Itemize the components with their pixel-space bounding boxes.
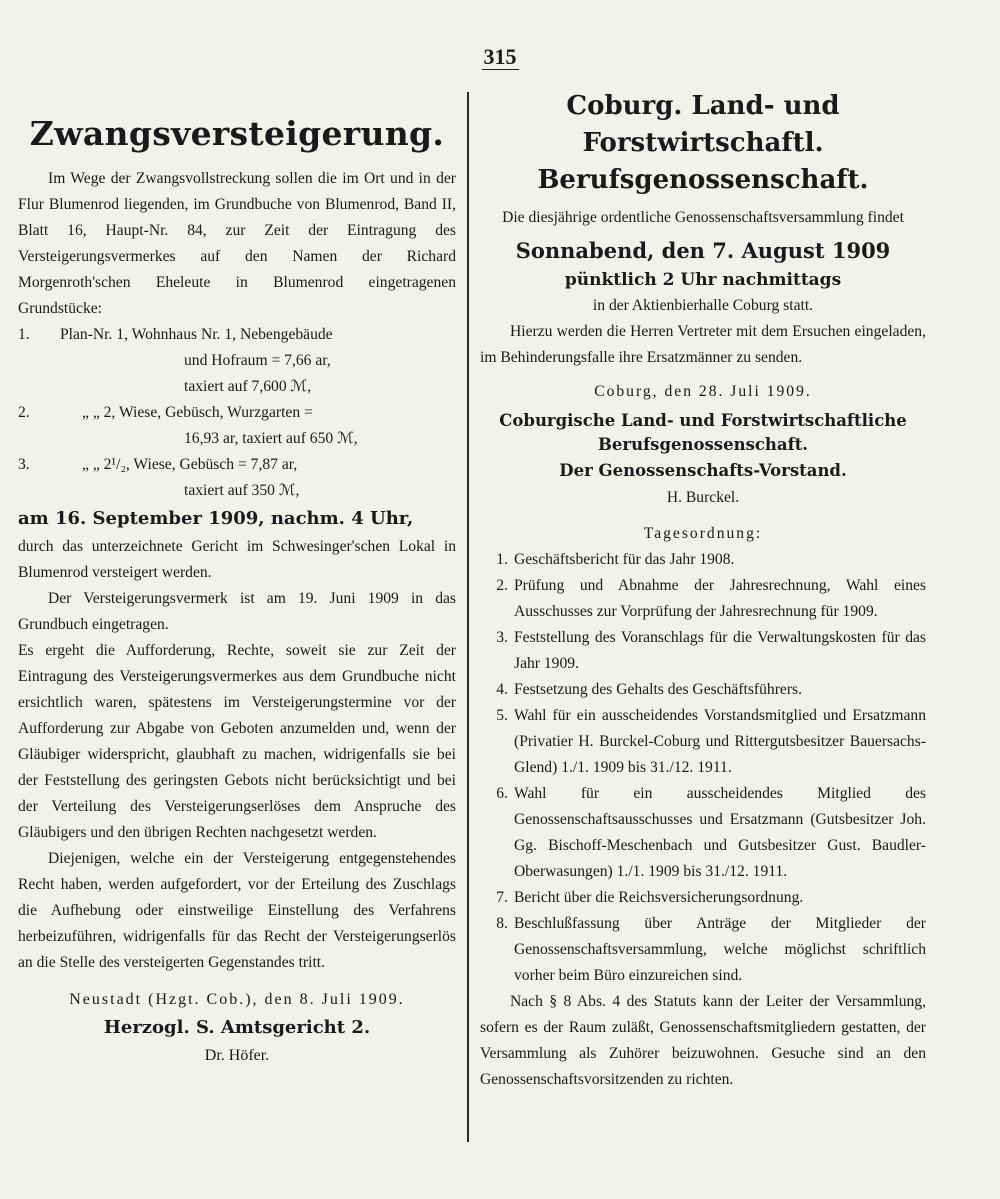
lot-number: 1. xyxy=(18,326,30,343)
auction-notice xyxy=(18,100,456,1070)
board-signer: H. Burckel. xyxy=(666,489,740,506)
lot-item xyxy=(18,322,456,400)
agenda-item: 4. Festsetzung des Gehalts des Geschäftsführers. xyxy=(496,681,802,698)
objection-notice: Diejenigen, welche ein der Versteigerung entgegenstehendes Recht haben, werden aufgefordert, vor der Erteilung des Zuschlags die Aufhebung oder einstweilige Einstellung des Verfahrens herbeizuführen, widrigenfalls für das Recht der Versteigerungserlös an die Stelle des versteigerten Gegenstandes tritt. xyxy=(18,850,456,971)
org-name-line1: Coburgische Land- und Forstwirtschaftliche xyxy=(499,411,907,430)
column-divider xyxy=(467,92,469,1142)
closing-note: Nach § 8 Abs. 4 des Statuts kann der Leiter der Versammlung, sofern es der Raum zuläßt, Genossenschaftsmitgliedern gestatten, der Versammlung als Zuhörer beizuwohnen. Gesuche sind an den Genossenschaftsvorsitzenden zu richten. xyxy=(480,993,926,1088)
lot-item xyxy=(18,400,456,452)
agenda-item: 5. Wahl für ein ausscheidendes Vorstandsmitglied und Ersatzmann (Privatier H. Burckel-Coburg und Rittergutsbesitzer Bauersachs-Glend) 1./1. 1909 bis 31./12. 1911. xyxy=(496,707,926,776)
agenda-item: 2. Prüfung und Abnahme der Jahresrechnung, Wahl eines Ausschusses zur Vorprüfung der Jahresrechnung für 1909. xyxy=(496,577,926,620)
lot-line: „ „ 2, Wiese, Gebüsch, Wurzgarten = xyxy=(82,404,313,421)
lot-line: 16,93 ar, taxiert auf 650 ℳ, xyxy=(184,430,358,447)
lot-line: taxiert auf 350 ℳ, xyxy=(184,482,300,499)
assembly-intro: Die diesjährige ordentliche Genossenschaftsversammlung findet xyxy=(502,209,904,226)
auction-intro: Im Wege der Zwangsvollstreckung sollen die im Ort und in der Flur Blumenrod liegenden, im Grundbuche von Blumenrod, Band II, Blatt 16, Haupt-Nr. 84, zur Zeit der Eintragung des Versteigerungsvermerkes auf den Namen der Richard Morgenroth'schen Eheleute in Blumenrod eingetragenen Grundstücke: xyxy=(18,170,456,317)
agenda-item: 7. Bericht über die Reichsversicherungsordnung. xyxy=(496,889,804,906)
lot-list xyxy=(18,322,456,504)
claims-notice: Es ergeht die Aufforderung, Rechte, soweit sie zur Zeit der Eintragung des Versteigerungsvermerkes aus dem Grundbuche nicht ersichtlich waren, spätestens im Versteigerungstermine vor der Aufforderung zur Abgabe von Geboten anzumelden und, wenn der Gläubiger widerspricht, glaubhaft zu machen, widrigenfalls sie bei der Feststellung des geringsten Gebots nicht berücksichtigt und bei der Verteilung des Versteigerungserlöses dem Anspruche des Gläubigers und den übrigen Rechten nachgesetzt werden. xyxy=(18,642,456,841)
auction-title: Zwangsversteigerung. xyxy=(29,114,445,153)
org-name-line2: Berufsgenossenschaft. xyxy=(597,435,809,454)
registry-note: Der Versteigerungsvermerk ist am 19. Juni 1909 in das Grundbuch eingetragen. xyxy=(18,590,456,633)
auction-place-date: Neustadt (Hzgt. Cob.), den 8. Juli 1909. xyxy=(69,991,405,1008)
assembly-time: pünktlich 2 Uhr nachmittags xyxy=(564,270,842,290)
board-name: Der Genossenschafts-Vorstand. xyxy=(559,461,847,480)
court-name: Herzogl. S. Amtsgericht 2. xyxy=(103,1017,371,1038)
page-number: 315 xyxy=(483,44,517,69)
lot-number: 3. xyxy=(18,456,30,473)
agenda-item: 6. Wahl für ein ausscheidendes Mitglied des Genossenschaftsausschusses und Ersatzmann (Gutsbesitzer Joh. Gg. Bischoff-Meschenbach und Gutsbesitzer Gust. Baudler-Oberwasungen) 1./1. 1909 bis 31./12. 1911. xyxy=(496,785,926,880)
auction-date: am 16. September 1909, nachm. 4 Uhr, xyxy=(18,508,414,529)
assembly-title-line1: Coburg. Land- und Forstwirtschaftl. xyxy=(566,91,840,158)
assembly-title-line2: Berufsgenossenschaft. xyxy=(537,165,869,195)
assembly-notice xyxy=(480,88,926,1093)
agenda-item: 1. Geschäftsbericht für das Jahr 1908. xyxy=(496,551,735,568)
assembly-date: Sonnabend, den 7. August 1909 xyxy=(515,238,891,263)
lot-item xyxy=(18,452,456,504)
agenda-list xyxy=(480,547,926,989)
agenda-item: 3. Feststellung des Voranschlags für die Verwaltungskosten für das Jahr 1909. xyxy=(496,629,926,672)
lot-line: Plan-Nr. 1, Wohnhaus Nr. 1, Nebengebäude xyxy=(60,326,333,343)
auction-location: durch das unterzeichnete Gericht im Schwesinger'schen Lokal in Blumenrod versteigert werden. xyxy=(18,538,456,581)
court-signer: Dr. Höfer. xyxy=(204,1047,270,1064)
lot-line: taxiert auf 7,600 ℳ, xyxy=(184,378,312,395)
assembly-venue: in der Aktienbierhalle Coburg statt. xyxy=(592,297,814,314)
lot-number: 2. xyxy=(18,404,30,421)
assembly-invite: Hierzu werden die Herren Vertreter mit dem Ersuchen eingeladen, im Behinderungsfalle ihre Ersatzmänner zu senden. xyxy=(480,323,926,366)
lot-line: und Hofraum = 7,66 ar, xyxy=(184,352,331,369)
assembly-place-date: Coburg, den 28. Juli 1909. xyxy=(594,383,812,400)
agenda-item: 8. Beschlußfassung über Anträge der Mitglieder der Genossenschaftsversammlung, welche möglichst schriftlich vorher beim Büro einzureichen sind. xyxy=(496,915,926,984)
agenda-title: Tagesordnung: xyxy=(643,525,763,542)
lot-line: „ „ 2¹/₂, Wiese, Gebüsch = 7,87 ar, xyxy=(82,456,298,473)
